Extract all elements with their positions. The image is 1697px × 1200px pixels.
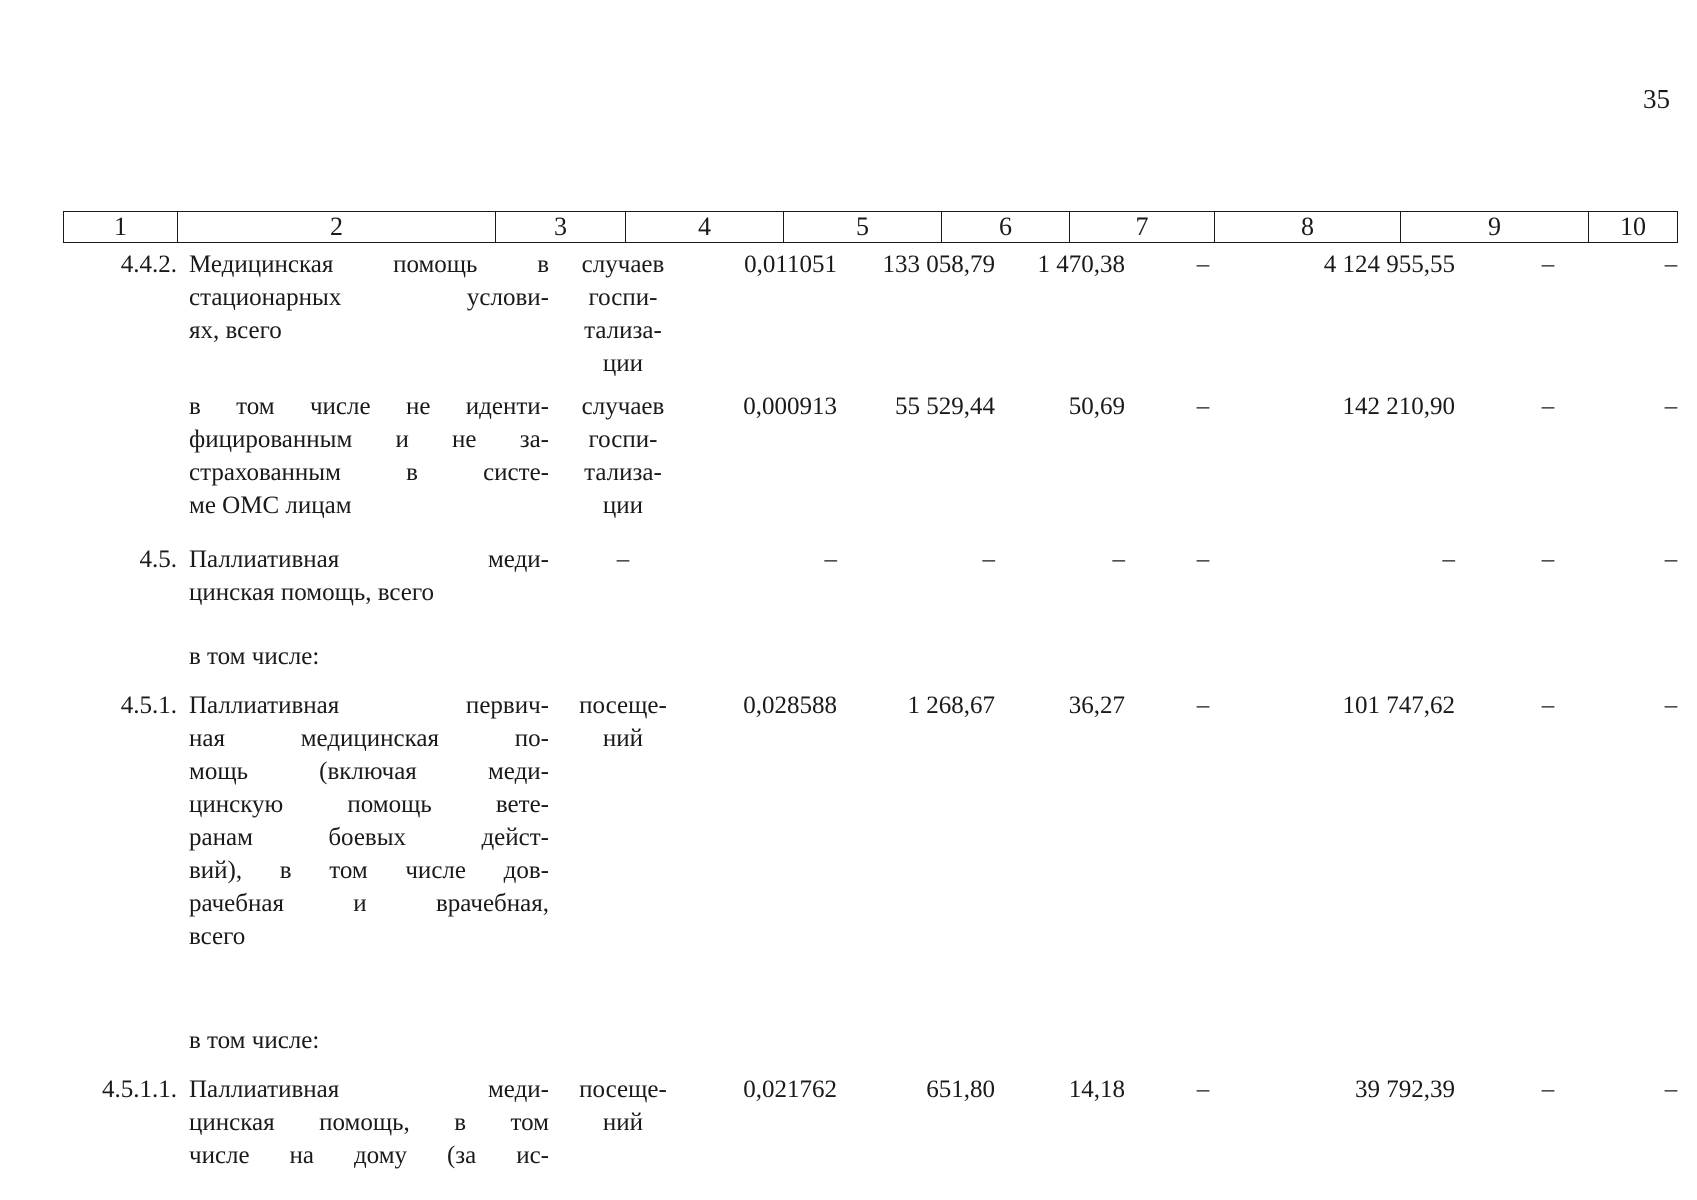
row-number: 4.5.1.1. [102, 1076, 177, 1103]
value-col-4: 0,000913 [743, 393, 837, 420]
row-unit [555, 1073, 691, 1139]
header-col-1: 1 [64, 212, 178, 243]
row-unit [555, 689, 691, 755]
value-col-6: 50,69 [1068, 393, 1125, 420]
value-col-6: 1 470,38 [1037, 251, 1125, 278]
header-col-7: 7 [1070, 212, 1215, 243]
value-col-8: 101 747,62 [1342, 692, 1455, 719]
value-col-7: – [1196, 1076, 1210, 1103]
header-col-5: 5 [784, 212, 942, 243]
value-col-7: – [1196, 546, 1210, 573]
row-name-line: ранам боевых дейст- [189, 824, 549, 851]
row-unit-line: тализа- [584, 317, 662, 344]
row-unit-line: посеще- [579, 692, 667, 719]
value-col-10: – [1664, 251, 1678, 278]
header-col-2: 2 [178, 212, 496, 243]
value-col-10: – [1664, 546, 1678, 573]
row-unit-line: случаев [581, 251, 665, 278]
value-col-5: – [982, 546, 995, 573]
row-unit-line: случаев [581, 393, 665, 420]
value-col-4: 0,028588 [743, 692, 837, 719]
row-unit-line: ции [602, 492, 644, 519]
row-number: 4.5.1. [120, 692, 177, 719]
row-name [189, 1024, 549, 1057]
value-col-4: – [824, 546, 837, 573]
page-number: 35 [1643, 84, 1670, 114]
value-col-9: – [1541, 393, 1555, 420]
row-unit-line: тализа- [584, 459, 662, 486]
row-name-line: в том числе не иденти- [189, 393, 549, 420]
row-name-line: ях, всего [189, 317, 282, 344]
value-col-5: 1 268,67 [907, 692, 995, 719]
value-col-8: 4 124 955,55 [1323, 251, 1455, 278]
row-unit-line: госпи- [588, 426, 658, 453]
value-col-5: 133 058,79 [882, 251, 995, 278]
row-name-line: страхованным в систе- [189, 459, 549, 486]
row-unit-line: посеще- [579, 1076, 667, 1103]
row-number: 4.4.2. [120, 251, 177, 278]
row-name-line: рачебная и врачебная, [189, 890, 549, 917]
value-col-7: – [1196, 692, 1210, 719]
value-col-7: – [1196, 251, 1210, 278]
row-name-line: в том числе: [189, 1027, 320, 1054]
row-name-line: стационарных услови- [189, 284, 549, 311]
value-col-5: 651,80 [926, 1076, 995, 1103]
row-name-line: вий), в том числе дов- [189, 857, 549, 884]
value-col-8: 142 210,90 [1342, 393, 1455, 420]
row-number: 4.5. [139, 546, 177, 573]
row-unit-line: – [616, 546, 630, 573]
value-col-9: – [1541, 692, 1555, 719]
value-col-8: 39 792,39 [1355, 1076, 1455, 1103]
value-col-7: – [1196, 393, 1210, 420]
row-name [189, 390, 549, 522]
value-col-4: 0,011051 [744, 251, 837, 278]
row-name-line: всего [189, 923, 246, 950]
row-unit-line: ний [602, 1109, 644, 1136]
row-name-line: числе на дому (за ис- [189, 1142, 549, 1169]
value-col-6: – [1112, 546, 1125, 573]
row-name [189, 640, 549, 673]
header-col-6: 6 [942, 212, 1070, 243]
value-col-9: – [1541, 1076, 1555, 1103]
value-col-9: – [1541, 546, 1555, 573]
header-col-3: 3 [496, 212, 626, 243]
header-col-8: 8 [1215, 212, 1401, 243]
header-col-4: 4 [626, 212, 784, 243]
row-name [189, 543, 549, 609]
value-col-10: – [1664, 692, 1678, 719]
value-col-4: 0,021762 [743, 1076, 837, 1103]
row-name-line: в том числе: [189, 643, 320, 670]
row-name-line: ме ОМС лицам [189, 492, 352, 519]
row-name-line: цинская помощь, всего [189, 579, 435, 606]
column-number-header [63, 211, 1678, 243]
row-unit [555, 543, 691, 576]
row-name-line: Паллиативная первич- [189, 692, 549, 719]
row-name [189, 248, 549, 347]
row-name [189, 1073, 549, 1172]
row-name-line: мощь (включая меди- [189, 758, 549, 785]
row-unit [555, 248, 691, 380]
row-name-line: ная медицинская по- [189, 725, 549, 752]
value-col-10: – [1664, 393, 1678, 420]
value-col-9: – [1541, 251, 1555, 278]
row-name-line: цинская помощь, в том [189, 1109, 549, 1136]
row-name [189, 689, 549, 953]
row-name-line: Медицинская помощь в [189, 251, 549, 278]
row-name-line: Паллиативная меди- [189, 546, 549, 573]
row-unit-line: ции [602, 350, 644, 377]
row-name-line: цинскую помощь вете- [189, 791, 549, 818]
value-col-10: – [1664, 1076, 1678, 1103]
row-name-line: фицированным и не за- [189, 426, 549, 453]
header-col-9: 9 [1401, 212, 1589, 243]
value-col-6: 36,27 [1068, 692, 1125, 719]
value-col-8: – [1442, 546, 1455, 573]
header-col-10: 10 [1589, 212, 1678, 243]
row-name-line: Паллиативная меди- [189, 1076, 549, 1103]
value-col-5: 55 529,44 [895, 393, 995, 420]
row-unit-line: ний [602, 725, 644, 752]
row-unit-line: госпи- [588, 284, 658, 311]
row-unit [555, 390, 691, 522]
value-col-6: 14,18 [1068, 1076, 1125, 1103]
